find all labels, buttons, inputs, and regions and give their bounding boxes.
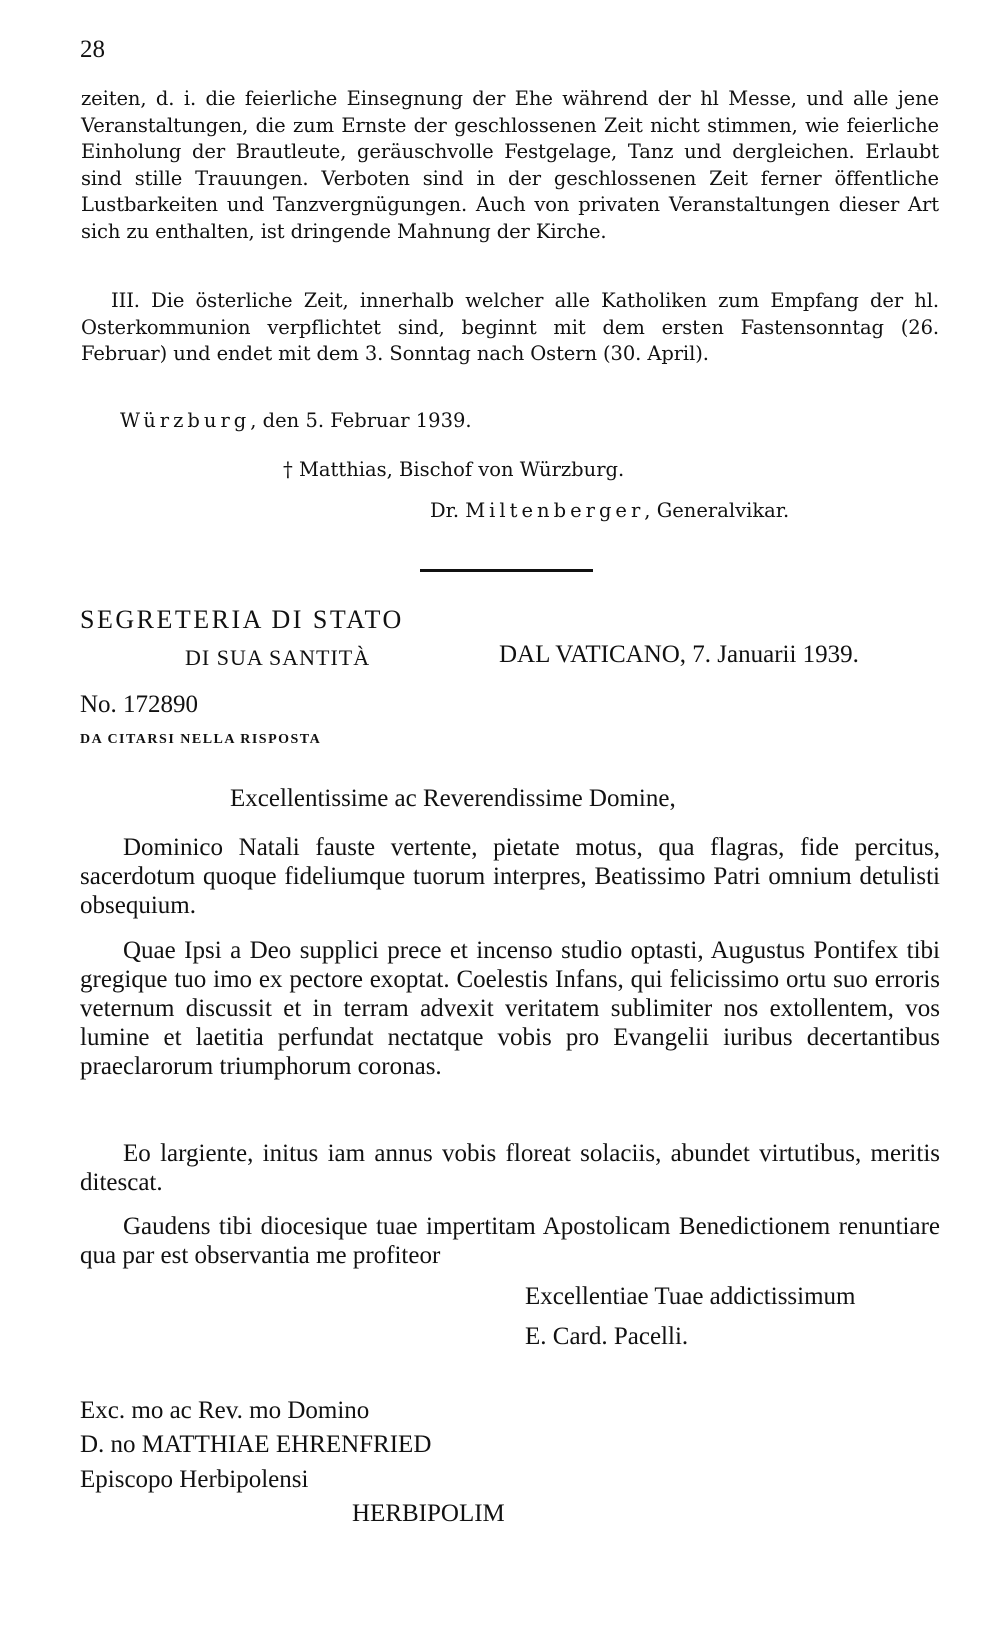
latin-paragraph-text: Eo largiente, initus iam annus vobis floreat solaciis, abundet virtutibus, meritis ditescat. <box>80 1140 940 1196</box>
address-line: D. no MATTHIAE EHRENFRIED <box>80 1431 432 1458</box>
latin-paragraph-text: Quae Ipsi a Deo supplici prece et incenso studio optasti, Augustus Pontifex tibi gregique tuo imo ex pectore exoptat. Coelestis Infans, qui felicissimo ortu suo erroris veternum discussit et in terram advexit veritatem sublimiter nos extollentem, vos lumine et laetitia perfundat nectatque vobis pro Evangelii iuribus decertantibus praeclarorum triumphorum coronas. <box>80 937 940 1080</box>
address-line: Episcopo Herbipolensi <box>80 1466 309 1493</box>
address-city: HERBIPOLIM <box>352 1500 505 1527</box>
german-paragraph <box>81 288 939 368</box>
vicar-role: , Generalvikar. <box>644 499 790 522</box>
salutation: Excellentissime ac Reverendissime Domine, <box>230 785 676 812</box>
german-paragraph-text: III. Die österliche Zeit, innerhalb welcher alle Katholiken zum Empfang der hl. Osterkommunion verpflichtet sind, beginnt mit dem ersten Fastensonntag (26. Februar) und endet mit dem 3. Sonntag nach Ostern (30. April). <box>81 289 939 365</box>
protocol-note: DA CITARSI NELLA RISPOSTA <box>80 732 322 747</box>
letterhead-office-sub: DI SUA SANTITÀ <box>185 645 371 670</box>
latin-paragraph <box>80 833 940 920</box>
place-date-text: , den 5. Februar 1939. <box>250 409 472 432</box>
vicar-signature <box>430 499 789 522</box>
page-number: 28 <box>80 36 105 63</box>
latin-paragraph <box>80 1139 940 1197</box>
latin-paragraph <box>80 1212 940 1270</box>
vicar-name: Miltenberger <box>465 499 645 522</box>
german-paragraph-text: zeiten, d. i. die feierliche Einsegnung der Ehe während der hl Messe, und alle jene Veranstaltungen, die zum Ernste der geschlossenen Zeit nicht stimmen, wie feierliche Einholung der Brautleute, geräuschvolle Festgelage, Tanz und dergleichen. Erlaubt sind stille Trauungen. Verboten sind in der geschlossenen Zeit ferner öffentliche Lustbarkeiten und Tanzvergnügungen. Auch von privaten Veranstaltungen dieser Art sich zu enthalten, ist dringende Mahnung der Kirche. <box>81 87 939 243</box>
place-date <box>120 409 472 432</box>
german-paragraph <box>81 86 939 245</box>
latin-paragraph <box>80 936 940 1081</box>
protocol-number: No. 172890 <box>80 691 199 718</box>
bishop-signature: † Matthias, Bischof von Würzburg. <box>283 458 625 481</box>
address-line: Exc. mo ac Rev. mo Domino <box>80 1397 370 1424</box>
closing-formula: Excellentiae Tuae addictissimum <box>525 1283 856 1310</box>
vicar-title: Dr. <box>430 499 460 522</box>
closing-signature: E. Card. Pacelli. <box>525 1323 689 1350</box>
latin-paragraph-text: Gaudens tibi diocesique tuae impertitam Apostolicam Benedictionem renuntiare qua par est observantia me profiteor <box>80 1213 940 1269</box>
latin-paragraph-text: Dominico Natali fauste vertente, pietate motus, qua flagras, fide percitus, sacerdotum quoque fideliumque tuorum interpres, Beatissimo Patri omnium detulisti obsequium. <box>80 834 940 919</box>
section-divider <box>420 569 593 572</box>
letterhead-office: SEGRETERIA DI STATO <box>80 605 404 634</box>
place-name: Würzburg <box>120 409 251 432</box>
letterhead-dateline: DAL VATICANO, 7. Januarii 1939. <box>499 641 859 668</box>
